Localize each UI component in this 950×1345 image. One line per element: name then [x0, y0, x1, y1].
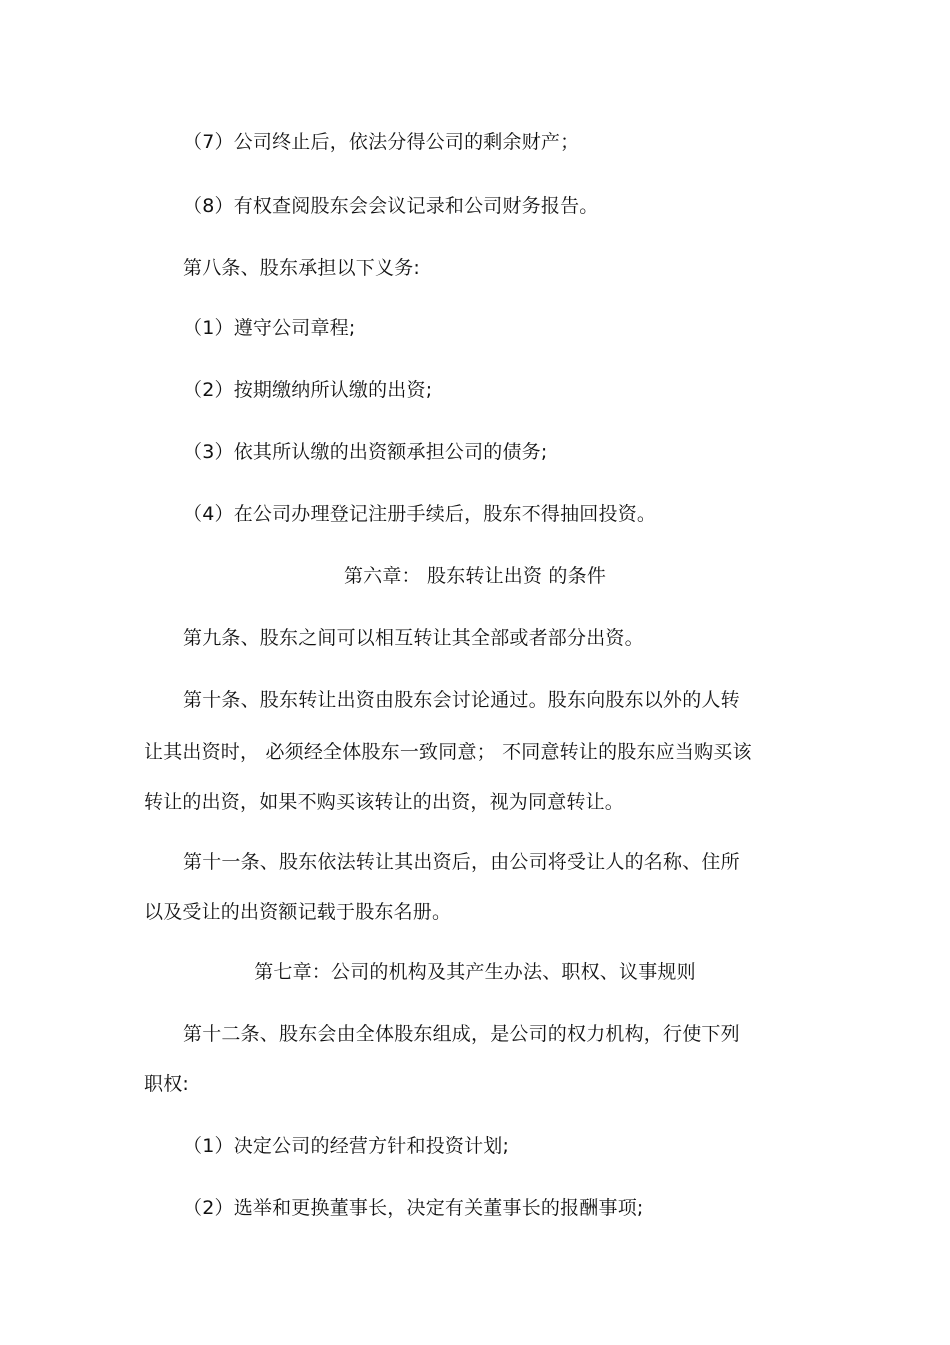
- article-11-paragraph: 以及受让的出资额记载于股东名册。: [144, 901, 452, 923]
- clause-7-item: （7）公司终止后，依法分得公司的剩余财产；: [183, 131, 580, 153]
- article-12-item: （2）选举和更换董事长，决定有关董事长的报酬事项;: [183, 1197, 644, 1219]
- chapter-7-title: 第七章：公司的机构及其产生办法、职权、议事规则: [254, 961, 696, 983]
- clause-7-item: （8）有权查阅股东会会议记录和公司财务报告。: [183, 195, 599, 217]
- article-10-paragraph: 转让的出资，如果不购买该转让的出资，视为同意转让。: [144, 791, 625, 813]
- chapter-6-title: 第六章： 股东转让出资 的条件: [343, 565, 607, 587]
- article-8-item: （1）遵守公司章程;: [183, 317, 356, 339]
- article-12-paragraph: 第十二条、股东会由全体股东组成，是公司的权力机构，行使下列: [183, 1023, 740, 1045]
- article-8-item: （3）依其所认缴的出资额承担公司的债务;: [183, 441, 548, 463]
- article-8-item: （4）在公司办理登记注册手续后，股东不得抽回投资。: [183, 503, 657, 525]
- article-8-item: （2）按期缴纳所认缴的出资;: [183, 379, 433, 401]
- article-12-item: （1）决定公司的经营方针和投资计划;: [183, 1135, 510, 1157]
- article-9-paragraph: 第九条、股东之间可以相互转让其全部或者部分出资。: [183, 627, 644, 649]
- article-12-paragraph: 职权:: [144, 1073, 190, 1095]
- article-10-paragraph: 让其出资时， 必须经全体股东一致同意； 不同意转让的股东应当购买该: [144, 741, 752, 763]
- article-10-paragraph: 第十条、股东转让出资由股东会讨论通过。股东向股东以外的人转: [183, 689, 740, 711]
- article-8-heading: 第八条、股东承担以下义务:: [183, 257, 421, 279]
- article-11-paragraph: 第十一条、股东依法转让其出资后，由公司将受让人的名称、住所: [183, 851, 740, 873]
